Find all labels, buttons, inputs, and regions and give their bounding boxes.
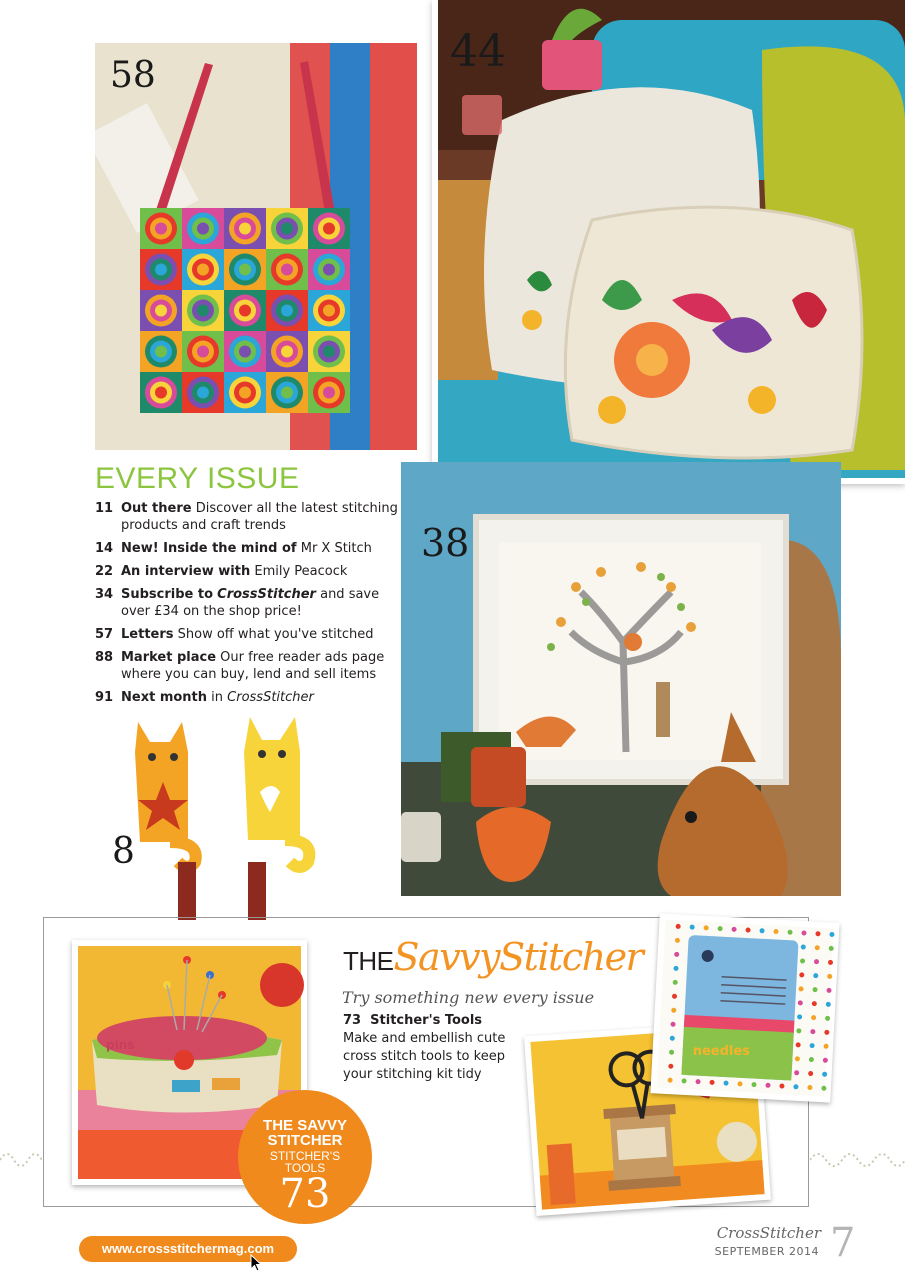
toc-magazine-name: CrossStitcher	[217, 587, 316, 602]
toc-page: 91	[95, 690, 114, 705]
toc-page: 11	[95, 501, 114, 516]
toc-page: 22	[95, 564, 114, 579]
badge-line-2: STITCHER	[267, 1132, 343, 1149]
savvy-title-name: SavvyStitcher	[393, 935, 643, 979]
toc-desc: Discover all the latest stitching products and craft trends	[121, 501, 398, 533]
toc-title: Next month	[121, 690, 208, 705]
savvy-tagline: Try something new every issue	[342, 988, 595, 1007]
bag-photo	[95, 43, 417, 450]
lace-border-right	[810, 1146, 905, 1174]
needle-book-label: needles	[692, 1043, 750, 1059]
needle-book-photo	[650, 913, 839, 1102]
badge-number: 73	[279, 1171, 331, 1217]
cushions-photo	[432, 0, 905, 484]
frame-page-number: 38	[421, 521, 470, 565]
savvy-feature-heading[interactable]	[343, 1013, 482, 1028]
savvy-stitcher-title	[343, 935, 642, 979]
badge-line-3: STITCHER'S	[269, 1149, 341, 1163]
toc-page: 88	[95, 650, 114, 665]
savvy-badge-text[interactable]	[238, 1117, 372, 1217]
cursor-icon	[250, 1254, 262, 1276]
savvy-feature-description: Make and embellish cute cross stitch tools to keep your stitching kit tidy	[343, 1031, 506, 1082]
toc-title: An interview with	[121, 564, 251, 579]
toc-desc: Our free reader ads page where you can buy, lend and sell items	[121, 650, 385, 682]
badge-line-1: THE SAVVY	[263, 1117, 347, 1134]
every-issue-list	[95, 500, 405, 712]
lace-border-left	[0, 1146, 42, 1174]
toc-item[interactable]	[95, 540, 405, 557]
cats-page-number: 8	[112, 831, 135, 872]
toc-item[interactable]	[95, 689, 405, 706]
toc-page: 14	[95, 541, 114, 556]
frame-photo	[401, 462, 841, 896]
toc-item[interactable]	[95, 563, 405, 580]
toc-page: 34	[95, 587, 114, 602]
toc-desc: Show off what you've stitched	[173, 627, 374, 642]
website-link[interactable]: www.crossstitchermag.com	[79, 1236, 297, 1262]
footer-page-number: 7	[830, 1220, 856, 1266]
toc-title: Market place	[121, 650, 217, 665]
toc-title: Letters	[121, 627, 174, 642]
toc-desc: Emily Peacock	[250, 564, 348, 579]
footer-date: SEPTEMBER 2014	[714, 1245, 819, 1258]
toc-magazine-name: CrossStitcher	[227, 690, 314, 705]
toc-title: New! Inside the mind of	[121, 541, 297, 556]
savvy-title-the: THE	[343, 946, 394, 976]
cat-bookmarks-photo	[100, 712, 340, 920]
badge-line-4: TOOLS	[284, 1161, 326, 1175]
toc-page: 57	[95, 627, 114, 642]
toc-title: Out there	[121, 501, 192, 516]
every-issue-heading: EVERY ISSUE	[95, 462, 300, 495]
bag-page-number: 58	[110, 55, 156, 96]
toc-title: Subscribe to	[121, 587, 214, 602]
toc-desc: Mr X Stitch	[296, 541, 372, 556]
savvy-feature-title: Stitcher's Tools	[370, 1013, 483, 1028]
pincushion-label: pins	[106, 1038, 135, 1052]
toc-item[interactable]	[95, 626, 405, 643]
toc-item[interactable]	[95, 500, 405, 534]
toc-desc: in	[207, 690, 228, 705]
footer-brand: CrossStitcher	[716, 1224, 821, 1242]
toc-item[interactable]	[95, 649, 405, 683]
savvy-feature-page: 73	[343, 1013, 362, 1028]
cushions-page-number: 44	[450, 26, 506, 77]
toc-desc: and save over £34 on the shop price!	[121, 587, 380, 619]
toc-item[interactable]	[95, 586, 405, 620]
